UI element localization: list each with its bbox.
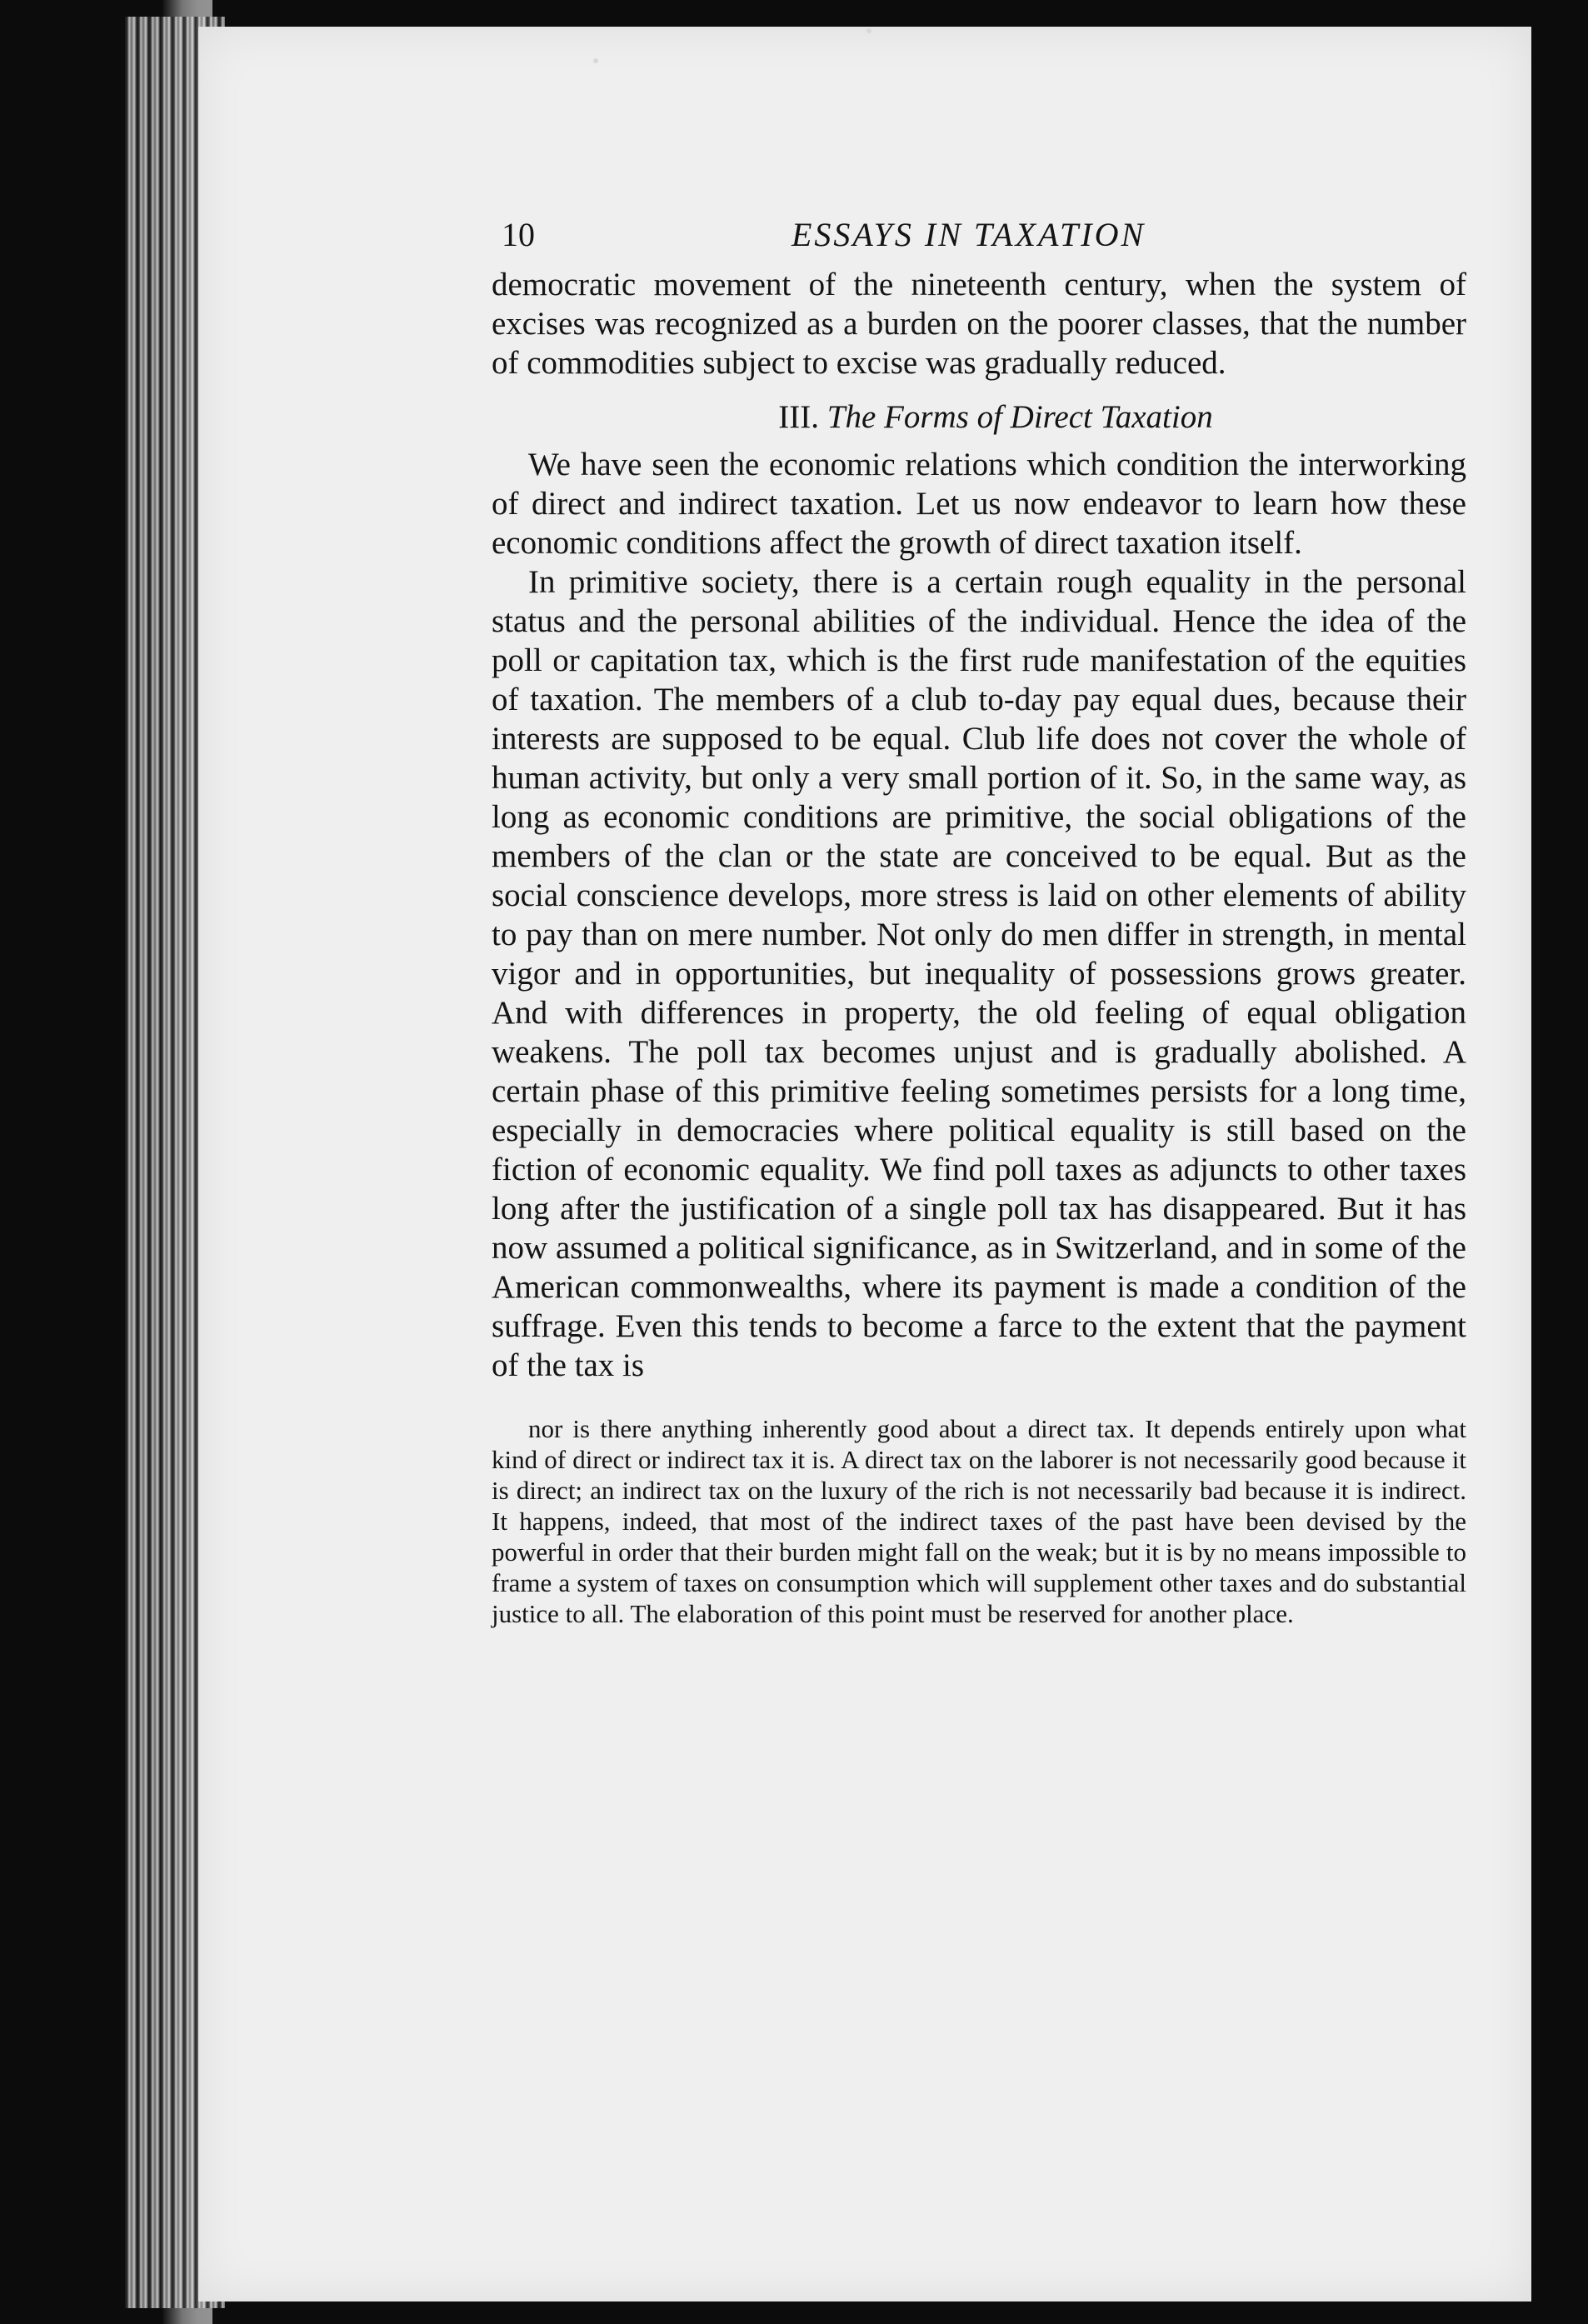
scan-speck xyxy=(866,28,871,33)
footnote: nor is there anything inherently good about a direct tax. It depends entirely upon what kind of direct or indirect tax it is. A direct tax on the laborer is not necessarily good because it is direct; an indirect tax on the luxury of the rich is not necessarily bad because it is indirect. It happens, indeed, that most of the indirect taxes of the past have been devised by the powerful in order that their burden might fall on the weak; but it is by no means impossible to frame a system of taxes on consumption which will supplement other taxes and do substantial justice to all. The elaboration of this point must be reserved for another place. xyxy=(492,1414,1466,1628)
section-title: The Forms of Direct Taxation xyxy=(826,399,1213,435)
running-head-title: ESSAYS IN TAXATION xyxy=(792,216,1146,253)
section-heading xyxy=(492,397,1466,437)
scan-speck xyxy=(593,58,598,63)
running-head xyxy=(492,215,1466,265)
paragraph-primitive-society: In primitive society, there is a certain rough equality in the personal status and the personal abilities of the individual. Hence the idea of the poll or capitation tax, which is the first rude manifestation of the equities of taxation. The members of a club to-day pay equal dues, because their interests are supposed to be equal. Club life does not cover the whole of human activity, but only a very small portion of it. So, in the same way, as long as economic conditions are primitive, the social obligations of the members of the clan or the state are conceived to be equal. But as the social conscience develops, more stress is laid on other elements of ability to pay than on mere number. Not only do men differ in strength, in mental vigor and in opportunities, but inequality of possessions grows greater. And with differences in property, the old feeling of equal obligation weakens. The poll tax becomes unjust and is gradually abolished. A certain phase of this primitive feeling sometimes persists for a long time, especially in democracies where political equality is still based on the fiction of economic equality. We find poll taxes as adjuncts to other taxes long after the justification of a single poll tax has disappeared. But it has now assumed a political significance, as in Switzerland, and in some of the American commonwealths, where its payment is made a condition of the suffrage. Even this tends to become a farce to the extent that the payment of the tax is xyxy=(492,564,1466,1383)
paragraph-continued: democratic movement of the nineteenth century, when the system of excises was recognized as a burden on the poorer classes, that the number of commodities subject to excise was gradually reduced. xyxy=(492,267,1466,381)
page-number: 10 xyxy=(502,216,535,253)
page-text-block xyxy=(492,215,1466,1655)
paragraph-economic-relations: We have seen the economic relations which condition the interworking of direct and indirect taxation. Let us now endeavor to learn how these economic conditions affect the growth of direct taxation itself. xyxy=(492,447,1466,561)
section-number: III. xyxy=(778,399,819,435)
